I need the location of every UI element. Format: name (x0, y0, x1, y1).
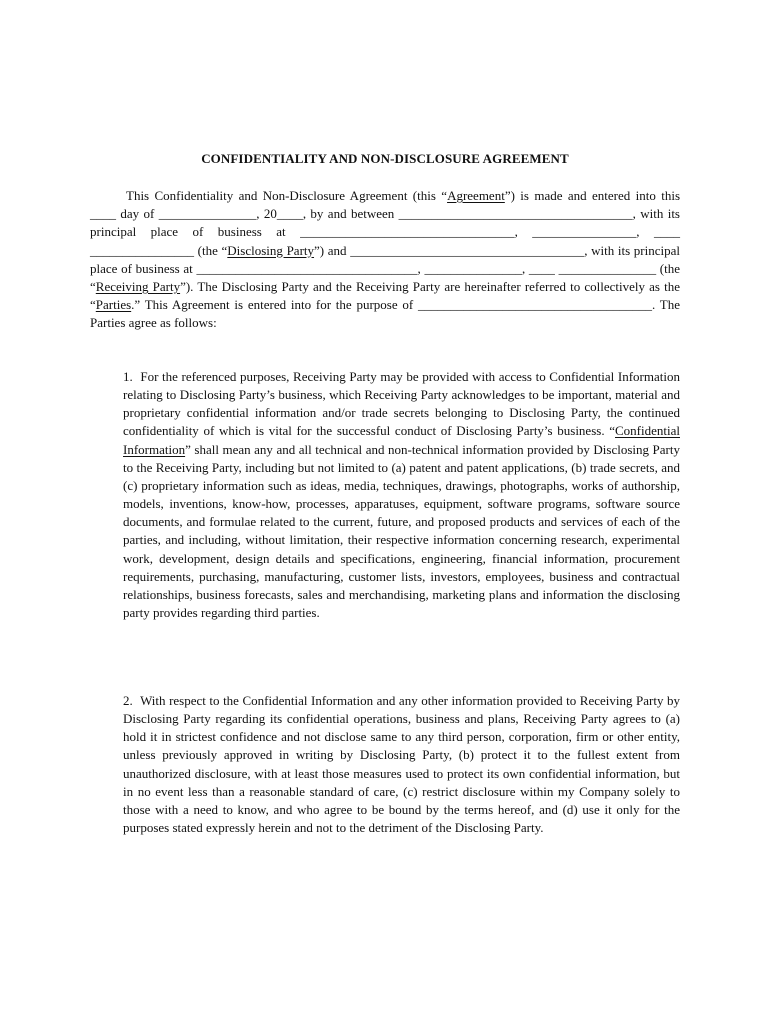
defined-term-confidential-information: Confidential Information (123, 423, 680, 457)
defined-term-agreement: Agreement (447, 188, 505, 203)
intro-text-5: .” This Agreement is entered into for the purpose of ____________________________________. The Parties agree as follows: (90, 297, 680, 331)
defined-term-receiving-party: Receiving Party (95, 279, 181, 295)
clause-1-paragraph (123, 368, 680, 622)
clause-1-text-1: For the referenced purposes, Receiving Party may be provided with access to Confidential Information relating to Disclosing Party’s business, which Receiving Party acknowledges to be important, material and proprietary confidential information and/or trade secrets belonging to Disclosing Party, the continued confidentiality of which is vital for the successful conduct of Disclosing Party’s business. “ (123, 369, 680, 439)
clause-2-paragraph (123, 692, 680, 837)
intro-text-1: This Confidentiality and Non-Disclosure Agreement (this “ (126, 188, 448, 203)
clause-2-number: 2. (123, 693, 133, 708)
intro-text-2: ”) is made and entered into this ____ day of _______________, 20____, by and between ____________________________________, with its principal place of business at _________________________________, ________________, ____ ________________ (the “ (90, 188, 681, 258)
intro-paragraph (90, 187, 680, 333)
clause-1-number: 1. (123, 369, 133, 384)
defined-term-disclosing-party: Disclosing Party (227, 242, 315, 258)
intro-text-4: ”). The Disclosing Party and the Receiving Party are hereinafter referred to collectively as the “ (90, 279, 680, 313)
intro-text-3: ”) and ____________________________________, with its principal place of business at __________________________________, _______________, ____ _______________ (the “ (90, 242, 681, 295)
defined-term-parties: Parties (95, 297, 132, 313)
clause-1-text-2: ” shall mean any and all technical and non-technical information provided by Disclosing Party to the Receiving Party, including but not limited to (a) patent and patent applications, (b) trade secrets, and (c) proprietary information such as ideas, media, techniques, drawings, photographs, works of authorship, models, inventions, know-how, processes, apparatuses, equipment, software programs, software source documents, and formulae related to the current, future, and proposed products and services of each of the parties, and including, without limitation, their respective information concerning research, experimental work, development, design details and specifications, engineering, financial information, procurement requirements, purchasing, manufacturing, customer lists, investors, employees, business and contractual relationships, business forecasts, sales and merchandising, marketing plans and information the disclosing party provides regarding third parties. (123, 441, 680, 621)
document-title: CONFIDENTIALITY AND NON-DISCLOSURE AGREEMENT (201, 151, 569, 166)
clause-2-text: With respect to the Confidential Information and any other information provided to Receiving Party by Disclosing Party regarding its confidential operations, business and plans, Receiving Party agrees to (a) hold it in strictest confidence and not disclose same to any third person, corporation, firm or other entity, unless previously approved in writing by Disclosing Party, (b) protect it to the fullest extent from unauthorized disclosure, with at least those measures used to protect its own confidential information, but in no event less than a reasonable standard of care, (c) restrict disclosure within my Company solely to those with a need to know, and who agree to be bound by the terms hereof, and (d) use it only for the purposes stated expressly herein and not to the detriment of the Disclosing Party. (123, 693, 681, 836)
